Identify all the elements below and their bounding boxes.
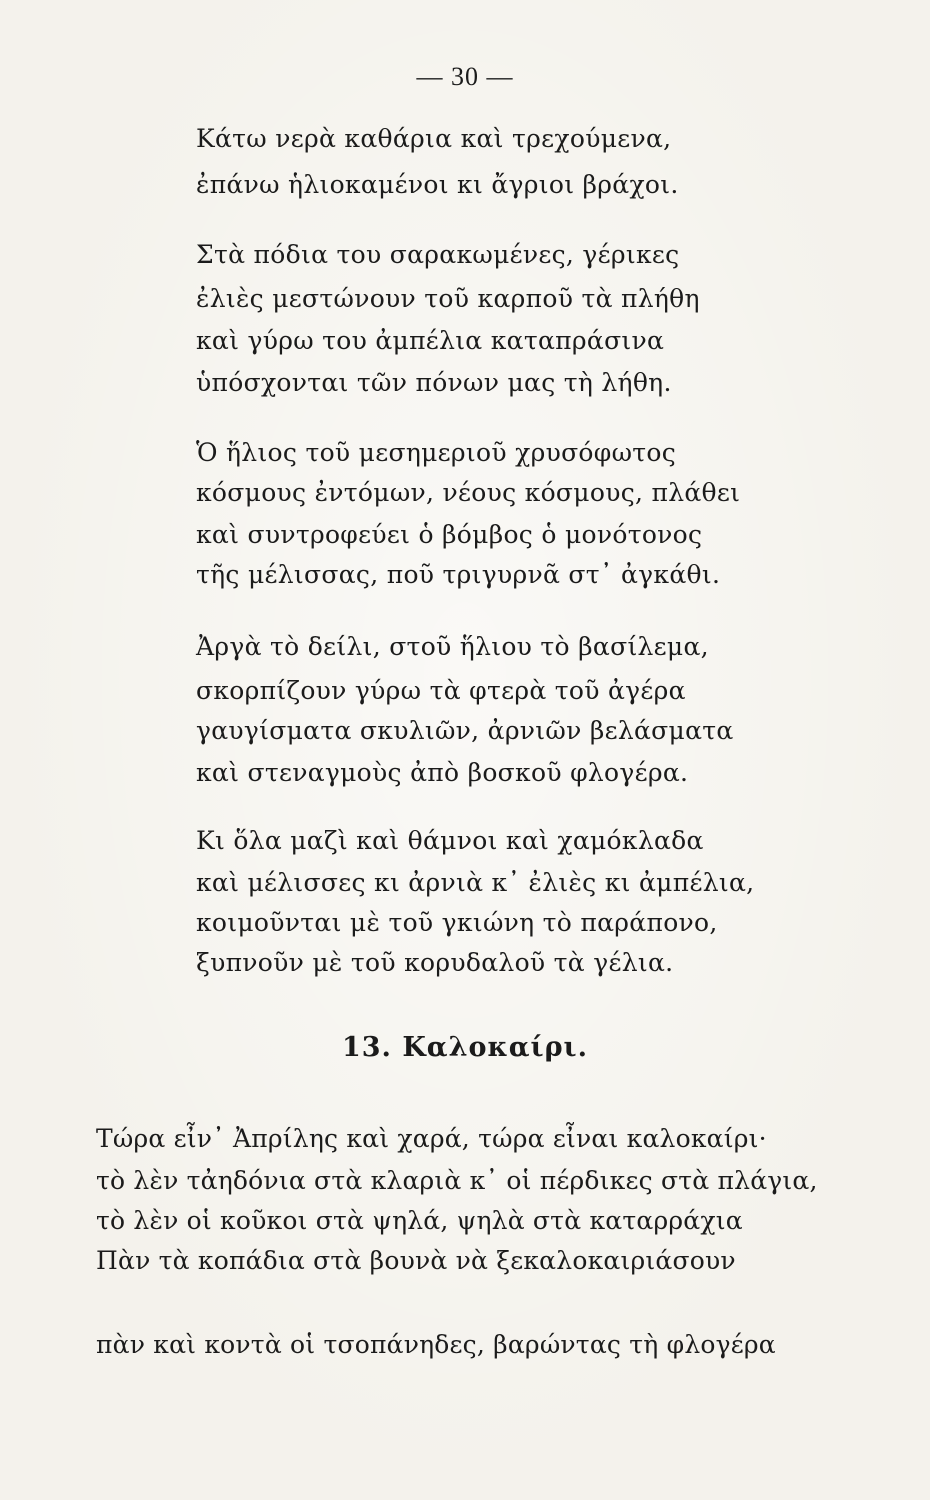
- page-number: — 30 —: [416, 62, 514, 91]
- poem-line: Κάτω νερὰ καθάρια καὶ τρεχούμενα,: [196, 124, 672, 153]
- poem-line: ἐπάνω ἡλιοκαμένοι κι ἄγριοι βράχοι.: [196, 170, 679, 199]
- section-line: πὰν καὶ κοντὰ οἱ τσοπάνηδες, βαρώντας τὴ φλογέρα: [96, 1330, 776, 1359]
- poem-line: κοιμοῦνται μὲ τοῦ γκιώνη τὸ παράπονο,: [196, 908, 718, 937]
- section-title: 13. Καλοκαίρι.: [341, 1032, 589, 1063]
- section-line: Τώρα εἶν᾽ Ἀπρίλης καὶ χαρά, τώρα εἶναι καλοκαίρι·: [96, 1124, 767, 1153]
- poem-line: γαυγίσματα σκυλιῶν, ἀρνιῶν βελάσματα: [196, 716, 734, 745]
- poem-line: σκορπίζουν γύρω τὰ φτερὰ τοῦ ἀγέρα: [196, 676, 686, 705]
- poem-line: καὶ μέλισσες κι ἀρνιὰ κ᾽ ἐλιὲς κι ἀμπέλια,: [196, 868, 755, 897]
- poem-line: καὶ στεναγμοὺς ἀπὸ βοσκοῦ φλογέρα.: [196, 758, 689, 787]
- section-line: τὸ λὲν τἀηδόνια στὰ κλαριὰ κ᾽ οἱ πέρδικες στὰ πλάγια,: [96, 1166, 818, 1195]
- poem-line: ἐλιὲς μεστώνουν τοῦ καρποῦ τὰ πλήθη: [196, 284, 700, 313]
- poem-line: ξυπνοῦν μὲ τοῦ κορυδαλοῦ τὰ γέλια.: [196, 948, 674, 977]
- poem-line: Ἀργὰ τὸ δείλι, στοῦ ἥλιου τὸ βασίλεμα,: [196, 632, 709, 661]
- poem-line: καὶ γύρω του ἀμπέλια καταπράσινα: [196, 326, 665, 355]
- poem-line: τῆς μέλισσας, ποῦ τριγυρνᾶ στ᾽ ἀγκάθι.: [196, 560, 721, 589]
- poem-line: Στὰ πόδια του σαρακωμένες, γέρικες: [196, 240, 680, 269]
- poem-line: ὑπόσχονται τῶν πόνων μας τὴ λήθη.: [196, 368, 672, 397]
- poem-line: Κι ὅλα μαζὶ καὶ θάμνοι καὶ χαμόκλαδα: [196, 826, 704, 855]
- poem-line: καὶ συντροφεύει ὁ βόμβος ὁ μονότονος: [196, 520, 703, 549]
- section-line: τὸ λὲν οἱ κοῦκοι στὰ ψηλά, ψηλὰ στὰ καταρράχια: [96, 1206, 743, 1235]
- poem-line: Ὁ ἥλιος τοῦ μεσημεριοῦ χρυσόφωτος: [196, 438, 677, 467]
- section-line: Πὰν τὰ κοπάδια στὰ βουνὰ νὰ ξεκαλοκαιριάσουν: [96, 1246, 736, 1275]
- poem-line: κόσμους ἐντόμων, νέους κόσμους, πλάθει: [196, 478, 741, 507]
